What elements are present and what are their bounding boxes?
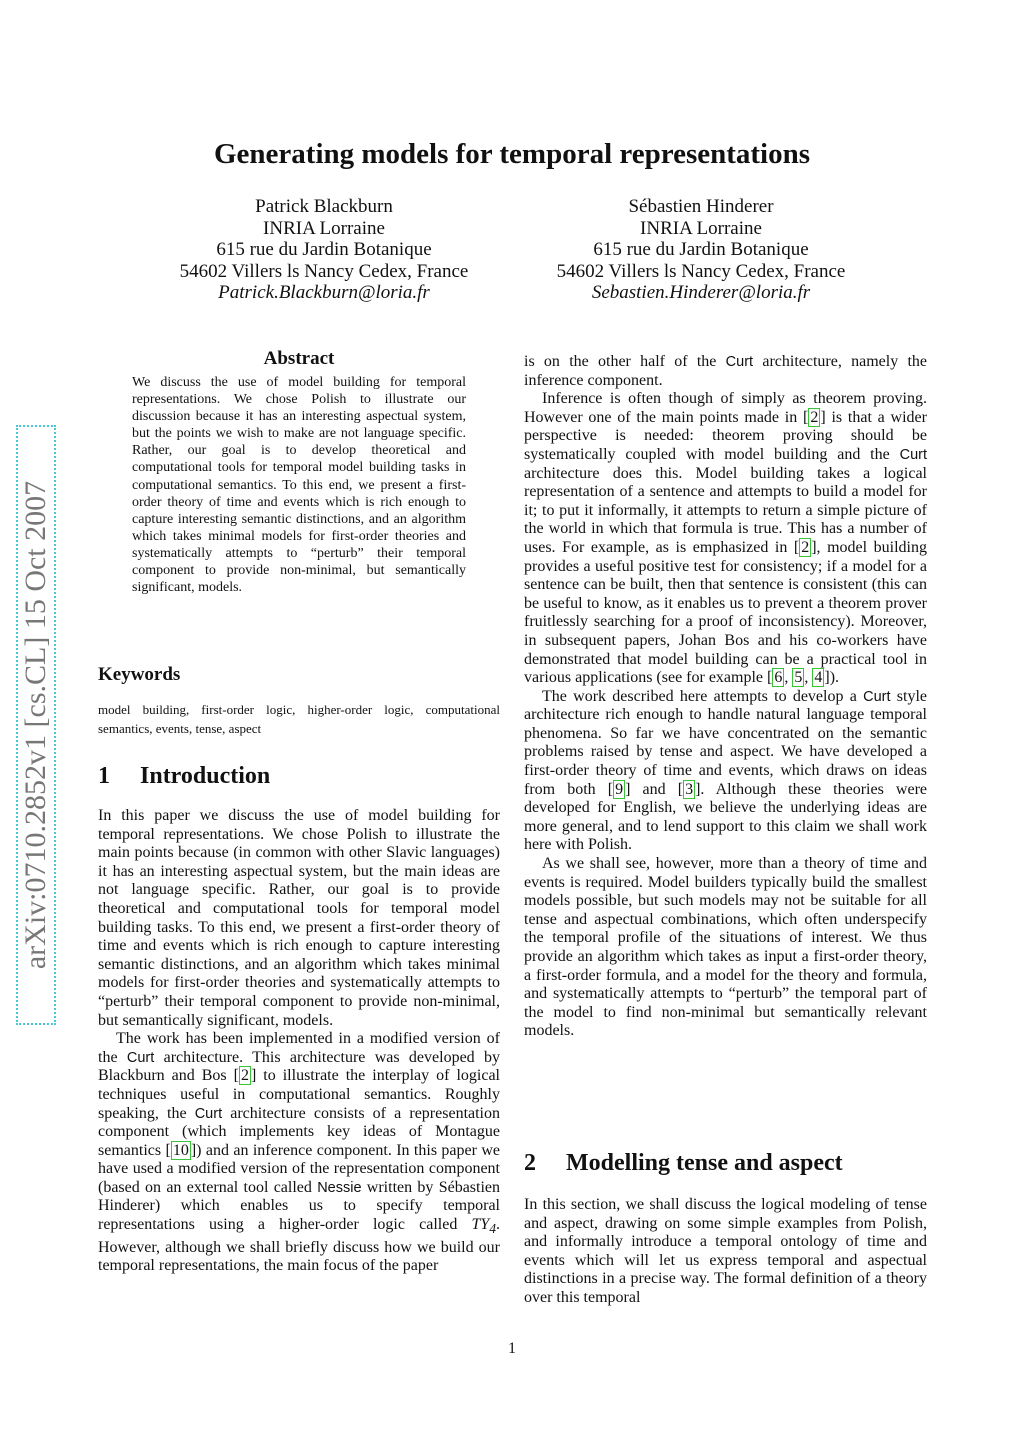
author-street: 615 rue du Jardin Botanique [216,239,432,261]
citation-link[interactable]: 5 [794,669,803,687]
intro-paragraph-4: Inference is often though of simply as theorem proving. However one of the main points made in [ 2 ] is that a wider perspective is needed: theorem proving should be systematically coupled with model building and the Curt architecture does this. Model building takes a logical representation of a sentence and attempts to build a model for it; to put it informally, it attempts to return a simple picture of the world in which that formula is true. This has a number of uses. For example, as is emphasized in [ 2 ], model building provides a useful positive test for consistency; if a model for a sentence can be built, then that sentence is consistent (this can be useful to know, as it enables us to prevent a theorem prover fruitlessly searching for a proof of inconsistency). Moreover, in subsequent papers, Johan Bos and his co-workers have demonstrated that model building can be a practical tool in various applications (see for example [ 6 , 5 , 4 ]). [524,390,927,687]
citation-link[interactable]: 2 [240,1067,249,1085]
curt-name: Curt [899,446,927,463]
citation-link[interactable]: 6 [774,669,783,687]
keywords-heading: Keywords [98,664,181,685]
author-block-2 [511,196,891,304]
author-city: 54602 Villers ls Nancy Cedex, France [179,260,469,282]
page-number: 1 [508,1340,516,1357]
curt-name: Curt [725,354,754,370]
section-number: 1 [98,763,110,789]
section-title: Modelling tense and aspect [566,1150,843,1176]
curt-name: Curt [863,688,891,705]
arxiv-stamp-text: arXiv:0710.2852v1 [cs.CL] 15 Oct 2007 [19,480,52,970]
section-heading-introduction [98,763,270,790]
author-email[interactable]: Patrick.Blackburn@loria.fr [218,282,430,304]
curt-name: Curt [194,1105,223,1122]
author-name: Sébastien Hinderer [628,196,774,217]
keywords-text: model building, first-order logic, higher-order logic, computational semantics, events, tense, aspect [98,702,500,736]
section-heading-modelling [524,1150,843,1177]
intro-paragraph-6: As we shall see, however, more than a theory of time and events is required. Model builders typically build the smallest models possible, but such models may not be suitable for all tense and aspectual combinations, which often underspecify the temporal profile of the situations of interest. We thus provide an algorithm which takes as input a first-order theory, a first-order formula, and a model for the theory and formula, and systematically attempts to “perturb” the temporal part of the model to find non-minimal but semantically relevant models. [524,855,927,1040]
modelling-column [524,1196,927,1308]
abstract-text: We discuss the use of model building for temporal representations. We chose Polish to illustrate our discussion because it has an interesting aspectual system, but the points we wish to make are not language specific. Rather, our goal is to develop theoretical and computational tools for temporal model building tasks in computational semantics. To this end, we present a first-order theory of time and events which is rich enough to capture interesting semantic distinctions, and an algorithm which takes minimal models for first-order theories and systematically attempts to “perturb” their temporal component to provide non-minimal, but semantically significant, models. [132,375,466,596]
citation-link[interactable]: 2 [810,408,819,426]
intro-column-right [524,353,927,1041]
intro-paragraph-1: In this paper we discuss the use of model building for temporal representations. We chose Polish to illustrate the main points because (in common with other Slavic languages) it has an interesting aspectual system, but the main ideas are not language specific. Rather, our goal is to provide theoretical and computational tools for temporal model building tasks. To this end, we present a first-order theory of time and events which is rich enough to capture interesting semantic distinctions, and an algorithm which takes minimal models for first-order theories and systematically attempts to “perturb” their temporal component to provide non-minimal, but semantically significant, models. [98,807,500,1029]
author-city: 54602 Villers ls Nancy Cedex, France [556,260,846,282]
section-title: Introduction [140,763,271,789]
intro-paragraph-3: is on the other half of the Curt architecture, namely the inference component. [524,353,928,389]
author-street: 615 rue du Jardin Botanique [593,239,809,261]
citation-link[interactable]: 9 [615,780,624,798]
arxiv-stamp [8,425,64,1025]
section-number: 2 [524,1150,536,1176]
intro-paragraph-2: The work has been implemented in a modified version of the Curt architecture. This architecture was developed by Blackburn and Bos [ 2 ] to illustrate the interplay of logical techniques useful in computational semantics. Roughly speaking, the Curt architecture consists of a representation component (which implements key ideas of Montague semantics [ 10 ]) and an inference component. In this paper we have used a modified version of the representation component (based on an external tool called Nessie written by Sébastien Hinderer) which enables us to specify temporal representations using a higher-order logic called $TY_4$. However, although we shall briefly discuss how we build our temporal representations, the main focus of the paper [98,1030,501,1275]
paper-title: Generating models for temporal representations [213,138,811,170]
abstract-heading: Abstract [263,348,335,369]
citation-link[interactable]: 2 [801,538,810,556]
nessie-name: Nessie [317,1179,362,1196]
math-ty: TY [471,1216,490,1234]
intro-column-left [98,807,500,1276]
author-block-1 [134,196,514,304]
author-email[interactable]: Sebastien.Hinderer@loria.fr [591,282,811,304]
author-affiliation: INRIA Lorraine [263,217,385,239]
citation-link[interactable]: 10 [172,1141,189,1159]
intro-paragraph-5: The work described here attempts to develop a Curt style architecture rich enough to handle natural language temporal phenomena. So far we have concentrated on the semantic problems raised by tense and aspect. We have developed a first-order theory of time and events, which draws on ideas from both [ 9 ] and [ 3 ]. Although these theories were developed for English, we believe the underlying ideas are more general, and to lend support to this claim we shall work here with Polish. [524,687,928,854]
curt-name: Curt [126,1049,155,1066]
modelling-paragraph-1: In this section, we shall discuss the logical modeling of tense and aspect, drawing on some simple examples from Polish, and informally introduce a temporal ontology of time and events which will let us express temporal and aspectual distinctions in a precise way. The formal definition of a theory over this temporal [524,1196,927,1306]
author-name: Patrick Blackburn [255,196,393,217]
citation-link[interactable]: 3 [685,780,694,798]
author-affiliation: INRIA Lorraine [640,217,762,239]
math-ty-subscript: 4 [489,1221,496,1237]
citation-link[interactable]: 4 [814,669,823,687]
